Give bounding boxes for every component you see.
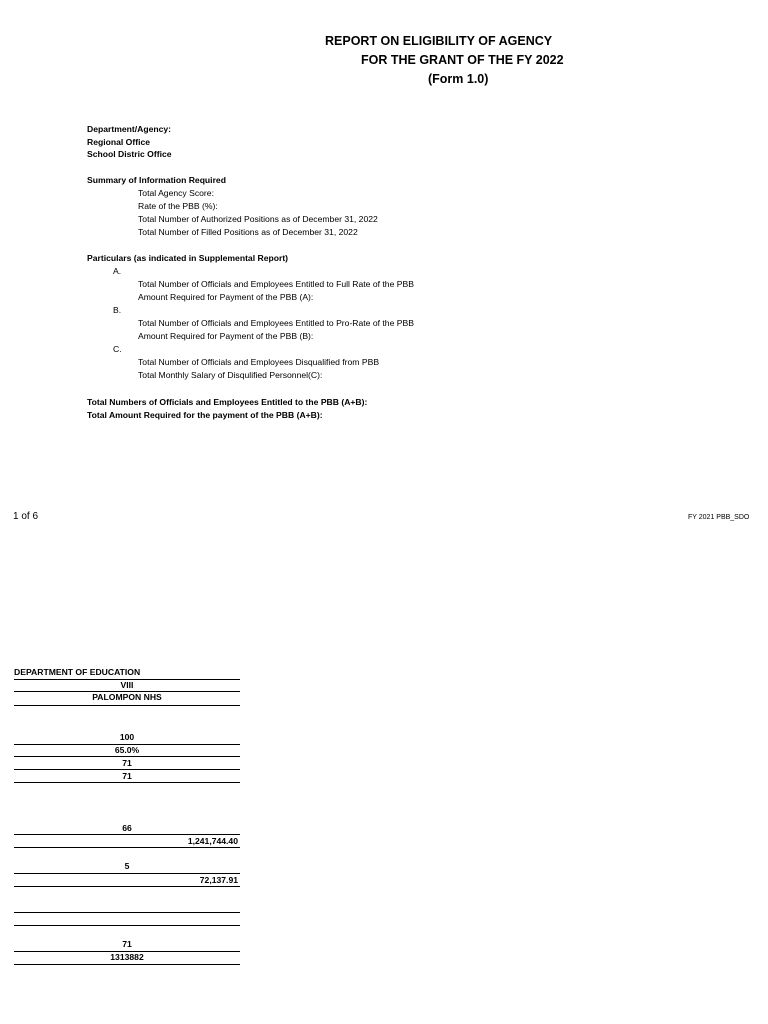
report-title-line2: FOR THE GRANT OF THE FY 2022: [361, 53, 564, 67]
school-district-label: School Distric Office: [87, 149, 172, 159]
particulars-heading: Particulars (as indicated in Supplemental Report): [87, 253, 289, 263]
filled-positions-value: 71: [122, 771, 132, 781]
particular-item: Total Number of Officials and Employees Entitled to Pro-Rate of the PBB: [138, 318, 414, 328]
total-amount-value: 1313882: [110, 952, 144, 962]
particular-letter-c: C.: [113, 344, 122, 354]
value-underline: [14, 873, 240, 874]
department-label: Department/Agency:: [87, 124, 172, 134]
particular-letter-b: B.: [113, 305, 122, 315]
pro-rate-count-value: 5: [124, 861, 130, 871]
particular-letter-a: A.: [113, 266, 122, 276]
value-underline: [14, 912, 240, 913]
summary-item: Total Number of Filled Positions as of December 31, 2022: [138, 227, 358, 237]
authorized-positions-value: 71: [122, 758, 132, 768]
amount-b-value: 72,137.91: [199, 875, 238, 885]
particular-item: Total Monthly Salary of Disqulified Personnel(C):: [138, 370, 323, 380]
value-underline: [14, 769, 240, 770]
pbb-rate-value: 65.0%: [114, 745, 140, 755]
value-underline: [14, 834, 240, 835]
value-underline: [14, 964, 240, 965]
value-underline: [14, 847, 240, 848]
value-underline: [14, 925, 240, 926]
particular-item: Total Number of Officials and Employees Disqualified from PBB: [138, 357, 380, 367]
value-underline: [14, 705, 240, 706]
summary-item: Total Number of Authorized Positions as of December 31, 2022: [138, 214, 378, 224]
region-value: VIII: [120, 680, 134, 690]
value-underline: [14, 756, 240, 757]
value-underline: [14, 782, 240, 783]
particular-item: Amount Required for Payment of the PBB (A):: [138, 292, 314, 302]
department-value: DEPARTMENT OF EDUCATION: [14, 667, 141, 677]
total-entitled-value: 71: [122, 939, 132, 949]
total-numbers-label: Total Numbers of Officials and Employees Entitled to the PBB (A+B):: [87, 397, 368, 407]
summary-heading: Summary of Information Required: [87, 175, 226, 185]
file-name: FY 2021 PBB_SDO: [688, 514, 750, 521]
summary-item: Total Agency Score:: [138, 188, 214, 198]
school-value: PALOMPON NHS: [92, 692, 162, 702]
report-title-line3: (Form 1.0): [428, 72, 489, 86]
full-rate-count-value: 66: [122, 823, 132, 833]
regional-office-label: Regional Office: [87, 137, 151, 147]
report-title-line1: REPORT ON ELIGIBILITY OF AGENCY: [325, 34, 553, 48]
summary-item: Rate of the PBB (%):: [138, 201, 218, 211]
page-number: 1 of 6: [13, 511, 39, 522]
total-amount-label: Total Amount Required for the payment of the PBB (A+B):: [87, 410, 323, 420]
amount-a-value: 1,241,744.40: [187, 836, 238, 846]
particular-item: Total Number of Officials and Employees Entitled to Full Rate of the PBB: [138, 279, 414, 289]
particular-item: Amount Required for Payment of the PBB (B):: [138, 331, 314, 341]
agency-score-value: 100: [119, 732, 135, 742]
value-underline: [14, 886, 240, 887]
